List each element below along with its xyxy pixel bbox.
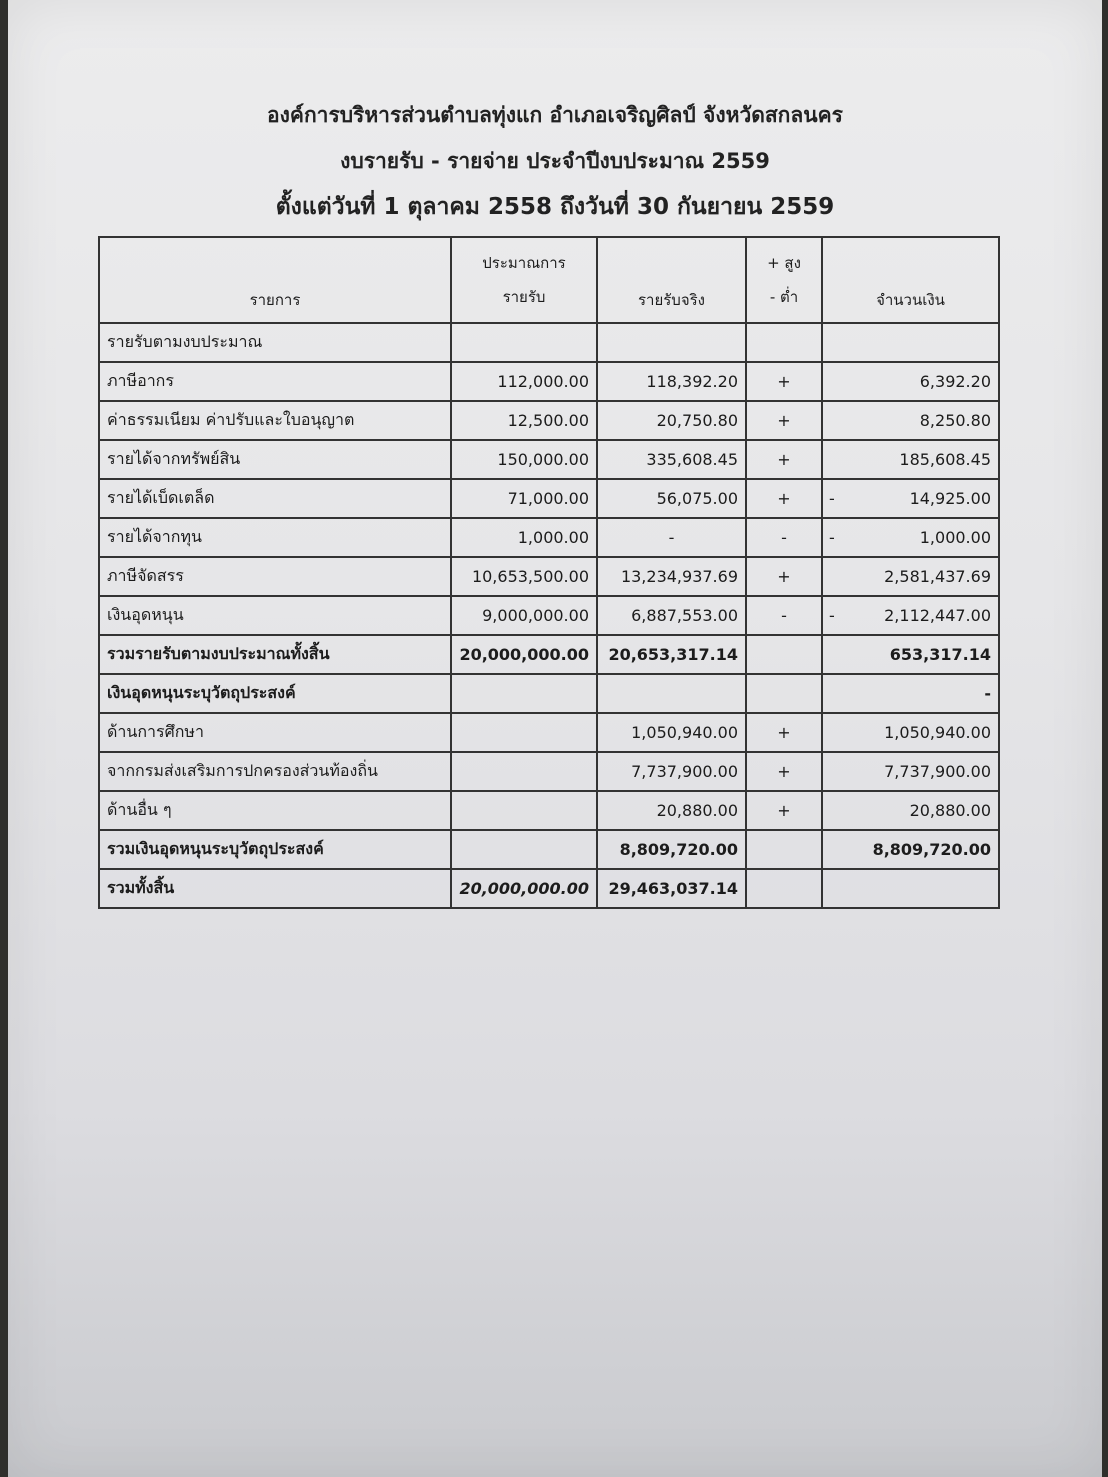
row-item: รวมเงินอุดหนุนระบุวัตถุประสงค์	[99, 830, 451, 869]
row-estimate: 150,000.00	[451, 440, 597, 479]
row-actual: 20,653,317.14	[597, 635, 746, 674]
row-amount-cell	[822, 596, 999, 635]
row-actual: 7,737,900.00	[597, 752, 746, 791]
row-sign: +	[746, 440, 822, 479]
row-estimate: 112,000.00	[451, 362, 597, 401]
row-item: รายได้จากทุน	[99, 518, 451, 557]
row-estimate	[451, 830, 597, 869]
row-amount: 185,608.45	[899, 450, 991, 469]
table-row	[99, 401, 999, 440]
row-amount: 2,581,437.69	[884, 567, 991, 586]
row-amount-cell	[822, 401, 999, 440]
row-amount: 14,925.00	[909, 489, 991, 508]
row-estimate	[451, 323, 597, 362]
row-item: เงินอุดหนุนระบุวัตถุประสงค์	[99, 674, 451, 713]
row-item: ภาษีอากร	[99, 362, 451, 401]
row-amount-cell	[822, 440, 999, 479]
row-sign	[746, 635, 822, 674]
row-amount: 1,000.00	[919, 528, 991, 547]
row-sign: +	[746, 791, 822, 830]
table-row	[99, 518, 999, 557]
row-item: รวมรายรับตามงบประมาณทั้งสิ้น	[99, 635, 451, 674]
row-sign: +	[746, 479, 822, 518]
row-amount-cell	[822, 362, 999, 401]
row-amount-cell	[822, 830, 999, 869]
table-row	[99, 713, 999, 752]
col-actual: รายรับจริง	[597, 237, 746, 323]
budget-table	[98, 236, 1000, 909]
row-estimate: 10,653,500.00	[451, 557, 597, 596]
table-row	[99, 791, 999, 830]
row-amount-cell	[822, 557, 999, 596]
row-sign: -	[746, 596, 822, 635]
row-estimate	[451, 674, 597, 713]
row-amount-cell	[822, 635, 999, 674]
row-item: จากกรมส่งเสริมการปกครองส่วนท้องถิ่น	[99, 752, 451, 791]
table-row	[99, 596, 999, 635]
row-amount: 6,392.20	[919, 372, 991, 391]
row-actual: 13,234,937.69	[597, 557, 746, 596]
row-actual	[597, 674, 746, 713]
row-amount: 20,880.00	[909, 801, 991, 820]
document-page	[8, 0, 1102, 1477]
row-actual: -	[597, 518, 746, 557]
row-item: รายรับตามงบประมาณ	[99, 323, 451, 362]
row-sign: +	[746, 557, 822, 596]
row-sign	[746, 674, 822, 713]
row-item: ด้านอื่น ๆ	[99, 791, 451, 830]
table-header-row	[99, 237, 999, 323]
row-sign: -	[746, 518, 822, 557]
row-amount: 7,737,900.00	[884, 762, 991, 781]
row-item: รายได้เบ็ดเตล็ด	[99, 479, 451, 518]
row-item: รวมทั้งสิ้น	[99, 869, 451, 908]
row-item: ภาษีจัดสรร	[99, 557, 451, 596]
row-estimate: 20,000,000.00	[451, 635, 597, 674]
row-amount-cell	[822, 479, 999, 518]
row-sign	[746, 323, 822, 362]
col-item: รายการ	[99, 237, 451, 323]
table-row	[99, 440, 999, 479]
table-row	[99, 752, 999, 791]
row-amount-cell	[822, 518, 999, 557]
col-estimate-line2: รายรับ	[502, 288, 546, 306]
row-actual: 6,887,553.00	[597, 596, 746, 635]
row-item: ด้านการศึกษา	[99, 713, 451, 752]
row-estimate: 71,000.00	[451, 479, 597, 518]
negative-mark: -	[829, 528, 835, 547]
negative-mark: -	[829, 489, 835, 508]
row-sign: +	[746, 401, 822, 440]
row-actual: 335,608.45	[597, 440, 746, 479]
row-actual: 8,809,720.00	[597, 830, 746, 869]
row-estimate	[451, 752, 597, 791]
row-item: ค่าธรรมเนียม ค่าปรับและใบอนุญาต	[99, 401, 451, 440]
row-actual	[597, 323, 746, 362]
row-sign: +	[746, 362, 822, 401]
row-estimate	[451, 791, 597, 830]
row-actual: 118,392.20	[597, 362, 746, 401]
report-period: ตั้งแต่วันที่ 1 ตุลาคม 2558 ถึงวันที่ 30 กันยายน 2559	[275, 194, 835, 220]
row-estimate: 9,000,000.00	[451, 596, 597, 635]
document-header	[8, 92, 1102, 230]
subtotal-row	[99, 635, 999, 674]
row-sign	[746, 869, 822, 908]
grand-total-row	[99, 869, 999, 908]
row-estimate: 1,000.00	[451, 518, 597, 557]
col-diff-line1: + สูง	[767, 254, 801, 272]
row-amount-cell	[822, 752, 999, 791]
subtotal-row	[99, 830, 999, 869]
col-estimate-line1: ประมาณการ	[482, 254, 566, 272]
table-row	[99, 362, 999, 401]
row-amount-cell	[822, 323, 999, 362]
table-row	[99, 557, 999, 596]
row-actual: 20,880.00	[597, 791, 746, 830]
row-amount: 1,050,940.00	[884, 723, 991, 742]
col-amount: จำนวนเงิน	[822, 237, 999, 323]
table-row	[99, 323, 999, 362]
row-actual: 1,050,940.00	[597, 713, 746, 752]
row-item: เงินอุดหนุน	[99, 596, 451, 635]
negative-mark: -	[829, 606, 835, 625]
row-estimate	[451, 713, 597, 752]
row-amount-cell	[822, 869, 999, 908]
row-amount: 2,112,447.00	[884, 606, 991, 625]
row-item: รายได้จากทรัพย์สิน	[99, 440, 451, 479]
row-estimate: 12,500.00	[451, 401, 597, 440]
row-sign	[746, 830, 822, 869]
section-row	[99, 674, 999, 713]
col-diff	[746, 237, 822, 323]
row-amount: 8,250.80	[919, 411, 991, 430]
row-sign: +	[746, 752, 822, 791]
row-amount: 653,317.14	[889, 645, 991, 664]
row-amount-cell	[822, 791, 999, 830]
row-amount-cell	[822, 674, 999, 713]
row-estimate: 20,000,000.00	[451, 869, 597, 908]
row-actual: 20,750.80	[597, 401, 746, 440]
org-title: องค์การบริหารส่วนตำบลทุ่งแก อำเภอเจริญศิลป์ จังหวัดสกลนคร	[267, 103, 843, 127]
table-row	[99, 479, 999, 518]
row-sign: +	[746, 713, 822, 752]
row-amount-cell	[822, 713, 999, 752]
col-estimate	[451, 237, 597, 323]
row-amount: 8,809,720.00	[872, 840, 991, 859]
col-diff-line2: - ต่ำ	[769, 288, 799, 306]
report-title: งบรายรับ - รายจ่าย ประจำปีงบประมาณ 2559	[340, 149, 770, 173]
row-actual: 29,463,037.14	[597, 869, 746, 908]
row-actual: 56,075.00	[597, 479, 746, 518]
row-amount: -	[984, 684, 991, 703]
